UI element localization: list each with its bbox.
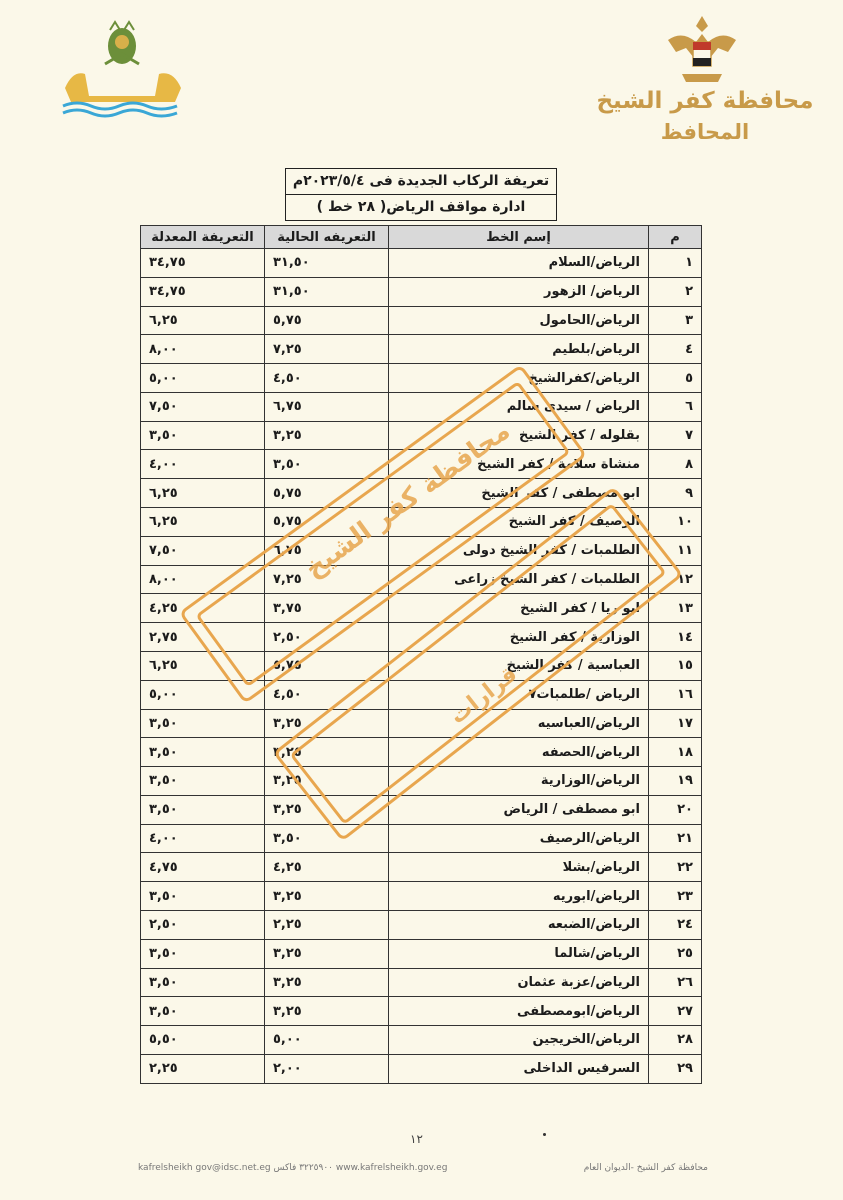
table-row (141, 709, 702, 738)
stamp-right-text: قرارات (445, 661, 523, 730)
current-fare: ٣,٥٠ (265, 824, 389, 853)
footer-office: محافظة كفر الشيخ -الديوان العام (583, 1163, 708, 1173)
row-number: ١ (649, 249, 702, 278)
current-fare: ٦,٧٥ (265, 392, 389, 421)
row-number: ١٦ (649, 680, 702, 709)
row-number: ١٩ (649, 767, 702, 796)
new-fare: ٥,٠٠ (141, 680, 265, 709)
line-name: بقلوله / كفر الشيخ (389, 421, 649, 450)
table-header-row (141, 226, 702, 249)
current-fare: ٦,٧٥ (265, 536, 389, 565)
new-fare: ٣,٥٠ (141, 738, 265, 767)
row-number: ١٧ (649, 709, 702, 738)
dot-mark (543, 1133, 546, 1136)
row-number: ٢٧ (649, 997, 702, 1026)
table-row (141, 565, 702, 594)
fare-table (140, 225, 702, 1084)
row-number: ٢٥ (649, 939, 702, 968)
current-fare: ٣١,٥٠ (265, 249, 389, 278)
current-fare: ٢,٠٠ (265, 1054, 389, 1083)
line-name: الرياض / سيدى سالم (389, 392, 649, 421)
line-name: الرصيف / كفر الشيخ (389, 508, 649, 537)
document-title: تعريفة الركاب الجديدة فى ٢٠٢٣/٥/٤م (292, 173, 550, 189)
new-fare: ٣,٥٠ (141, 767, 265, 796)
row-number: ١٤ (649, 623, 702, 652)
governorate-logo-icon (55, 18, 190, 123)
table-row (141, 277, 702, 306)
header-num: م (649, 226, 702, 249)
line-name: الرياض/الحصفه (389, 738, 649, 767)
row-number: ٢٣ (649, 882, 702, 911)
current-fare: ٥,٧٥ (265, 651, 389, 680)
table-row (141, 651, 702, 680)
table-row (141, 1026, 702, 1055)
table-row (141, 1054, 702, 1083)
table-row (141, 364, 702, 393)
header-current-fare: التعريفه الحالية (265, 226, 389, 249)
line-name: ابو مصطفى / كفر الشيخ (389, 479, 649, 508)
current-fare: ٤,٢٥ (265, 853, 389, 882)
row-number: ٢ (649, 277, 702, 306)
table-row (141, 939, 702, 968)
line-name: الرياض/العباسيه (389, 709, 649, 738)
table-row (141, 968, 702, 997)
current-fare: ٥,٧٥ (265, 508, 389, 537)
table-row (141, 392, 702, 421)
line-name: الرياض/السلام (389, 249, 649, 278)
current-fare: ٣,٧٥ (265, 594, 389, 623)
table-row (141, 680, 702, 709)
current-fare: ٢,٢٥ (265, 910, 389, 939)
row-number: ٤ (649, 335, 702, 364)
row-number: ١٣ (649, 594, 702, 623)
line-name: السرفيس الداخلى (389, 1054, 649, 1083)
table-row (141, 997, 702, 1026)
stamp-left-text: محافظة كفر الشيخ (299, 415, 516, 585)
page-number: ١٢ (410, 1132, 423, 1146)
table-row (141, 335, 702, 364)
row-number: ٢٤ (649, 910, 702, 939)
row-number: ١٠ (649, 508, 702, 537)
new-fare: ٣,٥٠ (141, 421, 265, 450)
row-number: ٣ (649, 306, 702, 335)
line-name: الوزارية / كفر الشيخ (389, 623, 649, 652)
new-fare: ٣,٥٠ (141, 709, 265, 738)
row-number: ٢٩ (649, 1054, 702, 1083)
current-fare: ٧,٢٥ (265, 335, 389, 364)
new-fare: ٣,٥٠ (141, 939, 265, 968)
new-fare: ٤,٠٠ (141, 450, 265, 479)
new-fare: ٨,٠٠ (141, 335, 265, 364)
table-row (141, 450, 702, 479)
new-fare: ٥,٠٠ (141, 364, 265, 393)
new-fare: ٣,٥٠ (141, 997, 265, 1026)
table-row (141, 853, 702, 882)
title-box (285, 168, 557, 221)
governor-title: المحافظ (660, 120, 750, 144)
table-body (141, 249, 702, 1084)
footer-contact: kafrelsheikh gov@idsc.net.eg ٣٢٢٥٩٠٠ فاكس www.kafrelsheikh.gov.eg (138, 1163, 448, 1173)
new-fare: ٣٤,٧٥ (141, 249, 265, 278)
table-row (141, 508, 702, 537)
line-name: الطلمبات / كفر الشيخ زراعى (389, 565, 649, 594)
new-fare: ٣,٥٠ (141, 882, 265, 911)
current-fare: ٣,٢٥ (265, 968, 389, 997)
line-name: الرياض/ابوريه (389, 882, 649, 911)
current-fare: ٥,٧٥ (265, 306, 389, 335)
current-fare: ٤,٥٠ (265, 680, 389, 709)
row-number: ٢٨ (649, 1026, 702, 1055)
row-number: ٢٦ (649, 968, 702, 997)
line-name: الرياض/ الزهور (389, 277, 649, 306)
header-new-fare: التعريفة المعدلة (141, 226, 265, 249)
new-fare: ٧,٥٠ (141, 392, 265, 421)
row-number: ١٨ (649, 738, 702, 767)
current-fare: ٣,٢٥ (265, 767, 389, 796)
table-row (141, 824, 702, 853)
new-fare: ٤,٠٠ (141, 824, 265, 853)
current-fare: ٣,٢٥ (265, 939, 389, 968)
current-fare: ٣,٢٥ (265, 997, 389, 1026)
current-fare: ٢,٥٠ (265, 623, 389, 652)
table-row (141, 910, 702, 939)
new-fare: ٦,٢٥ (141, 508, 265, 537)
header-line-name: إسم الخط (389, 226, 649, 249)
table-row (141, 767, 702, 796)
current-fare: ٣,٢٥ (265, 709, 389, 738)
current-fare: ٤,٥٠ (265, 364, 389, 393)
table-row (141, 795, 702, 824)
new-fare: ٢,٥٠ (141, 910, 265, 939)
row-number: ١٢ (649, 565, 702, 594)
line-name: الرياض/بشلا (389, 853, 649, 882)
table-row (141, 882, 702, 911)
table-row (141, 623, 702, 652)
new-fare: ٥,٥٠ (141, 1026, 265, 1055)
row-number: ٦ (649, 392, 702, 421)
new-fare: ٤,٧٥ (141, 853, 265, 882)
document-subtitle: ادارة مواقف الرياض( ٢٨ خط ) (286, 194, 556, 220)
new-fare: ٦,٢٥ (141, 306, 265, 335)
current-fare: ٥,٧٥ (265, 479, 389, 508)
table-row (141, 536, 702, 565)
line-name: الرياض /طلمبات٧ (389, 680, 649, 709)
row-number: ٥ (649, 364, 702, 393)
row-number: ١١ (649, 536, 702, 565)
row-number: ٩ (649, 479, 702, 508)
current-fare: ٣,٢٥ (265, 738, 389, 767)
current-fare: ٣١,٥٠ (265, 277, 389, 306)
new-fare: ٨,٠٠ (141, 565, 265, 594)
line-name: العباسية / كفر الشيخ (389, 651, 649, 680)
line-name: الرياض/ابومصطفى (389, 997, 649, 1026)
line-name: الرياض/الضبعه (389, 910, 649, 939)
row-number: ٢٢ (649, 853, 702, 882)
row-number: ٨ (649, 450, 702, 479)
line-name: الرياض/الخريجين (389, 1026, 649, 1055)
new-fare: ٢,٧٥ (141, 623, 265, 652)
row-number: ٢٠ (649, 795, 702, 824)
new-fare: ٣,٥٠ (141, 795, 265, 824)
current-fare: ٧,٢٥ (265, 565, 389, 594)
line-name: الرياض/شالما (389, 939, 649, 968)
line-name: الرياض/عزبة عثمان (389, 968, 649, 997)
current-fare: ٣,٢٥ (265, 421, 389, 450)
line-name: منشاة سلامة / كفر الشيخ (389, 450, 649, 479)
line-name: الطلمبات / كفر الشيخ دولى (389, 536, 649, 565)
new-fare: ٦,٢٥ (141, 651, 265, 680)
governorate-name: محافظة كفر الشيخ (596, 88, 814, 114)
line-name: الرياض/الرصيف (389, 824, 649, 853)
row-number: ١٥ (649, 651, 702, 680)
line-name: ابو ريا / كفر الشيخ (389, 594, 649, 623)
new-fare: ٣٤,٧٥ (141, 277, 265, 306)
table-row (141, 479, 702, 508)
current-fare: ٣,٥٠ (265, 450, 389, 479)
line-name: ابو مصطفى / الرياض (389, 795, 649, 824)
line-name: الرياض/الوزارية (389, 767, 649, 796)
table-row (141, 249, 702, 278)
new-fare: ٣,٥٠ (141, 968, 265, 997)
table-row (141, 421, 702, 450)
new-fare: ٢,٢٥ (141, 1054, 265, 1083)
line-name: الرياض/الحامول (389, 306, 649, 335)
row-number: ٢١ (649, 824, 702, 853)
current-fare: ٣,٢٥ (265, 795, 389, 824)
table-row (141, 738, 702, 767)
new-fare: ٧,٥٠ (141, 536, 265, 565)
new-fare: ٤,٢٥ (141, 594, 265, 623)
new-fare: ٦,٢٥ (141, 479, 265, 508)
egypt-eagle-icon (662, 12, 742, 86)
current-fare: ٣,٢٥ (265, 882, 389, 911)
row-number: ٧ (649, 421, 702, 450)
footer (138, 1163, 708, 1173)
line-name: الرياض/بلطيم (389, 335, 649, 364)
current-fare: ٥,٠٠ (265, 1026, 389, 1055)
table-row (141, 594, 702, 623)
table-row (141, 306, 702, 335)
line-name: الرياض/كفرالشيخ (389, 364, 649, 393)
